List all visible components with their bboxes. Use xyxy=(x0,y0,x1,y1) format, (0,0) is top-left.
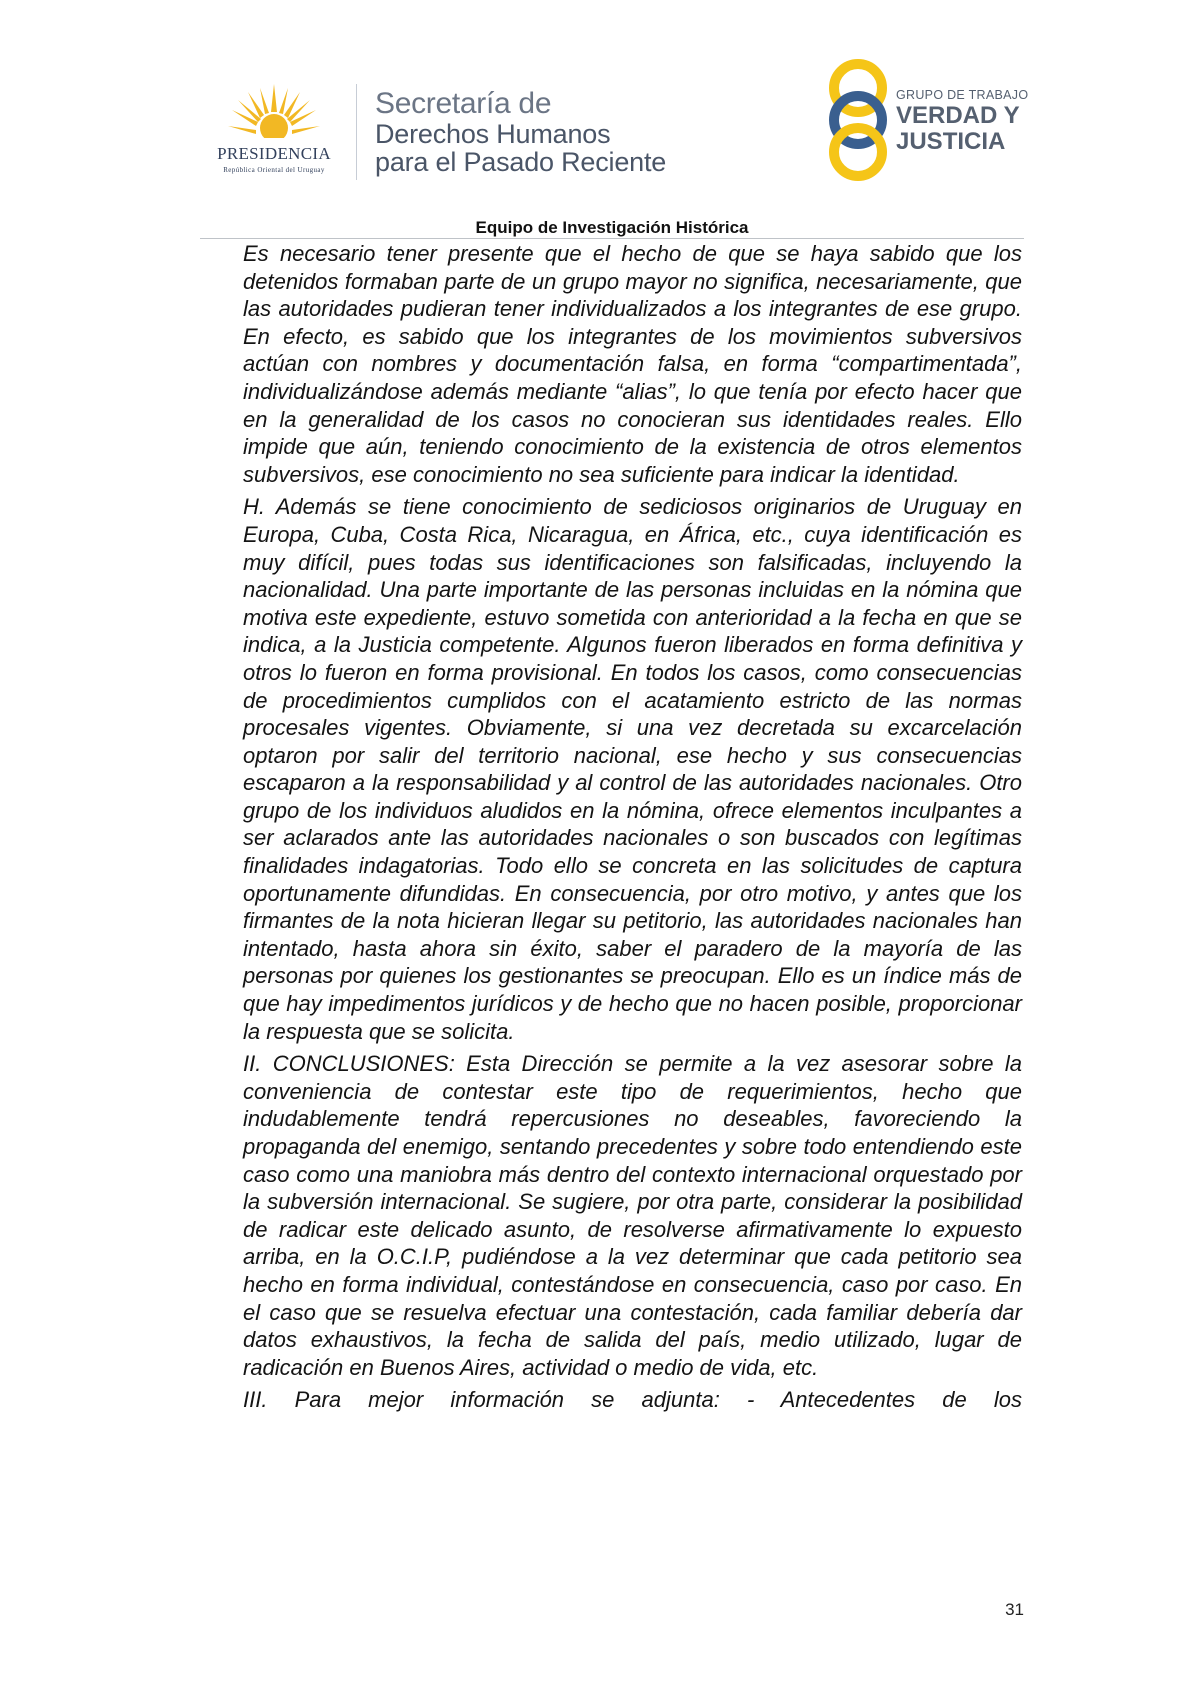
justicia-label: JUSTICIA xyxy=(896,128,1006,155)
section-title: Equipo de Investigación Histórica xyxy=(475,218,749,237)
interlocking-rings-icon xyxy=(822,58,894,182)
secretaria-line-3: para el Pasado Reciente xyxy=(375,147,667,177)
presidencia-wordmark: PRESIDENCIA xyxy=(217,144,331,163)
header-rule xyxy=(200,238,1024,239)
paragraph: II. CONCLUSIONES: Esta Dirección se permite a la vez asesorar sobre la conveniencia de contestar este tipo de requerimientos, hecho que indudablemente tendrá repercusiones no deseables, favoreciendo la propaganda del enemigo, sentando precedentes y sobre todo entendiendo este caso como una maniobra más dentro del contexto internacional orquestado por la subversión internacional. Se sugiere, por otra parte, considerar la posibilidad de radicar este delicado asunto, de resolverse afirmativamente lo expuesto arriba, en la O.C.I.P, pudiéndose a la vez determinar que cada petitorio sea hecho en forma individual, contestándose en consecuencia, caso por caso. En el caso que se resuelva efectuar una contestación, cada familiar debería dar datos exhaustivos, la fecha de salida del país, medio utilizado, lugar de radicación en Buenos Aires, actividad o medio de vida, etc. xyxy=(243,1051,1022,1380)
document-body xyxy=(243,240,1022,1419)
secretaria-line-2: Derechos Humanos xyxy=(375,119,611,149)
presidencia-subtitle: República Oriental del Uruguay xyxy=(223,166,325,174)
paragraph: III. Para mejor información se adjunta: - Antecedentes de los xyxy=(243,1387,1022,1413)
paragraph: H. Además se tiene conocimiento de sediciosos originarios de Uruguay en Europa, Cuba, Costa Rica, Nicaragua, en África, etc., cuya identificación es muy difícil, pues todas sus identificaciones son falsificadas, incluyendo la nacionalidad. Una parte importante de las personas incluidas en la nómina que motiva este expediente, estuvo sometida con anterioridad a la fecha en que se indica, a la Justicia competente. Algunos fueron liberados en forma definitiva y otros lo fueron en forma provisional. En todos los casos, como consecuencias de procedimientos cumplidos con el acatamiento estricto de las normas procesales vigentes. Obviamente, si una vez decretada su excarcelación optaron por salir del territorio nacional, ese hecho y sus consecuencias escaparon a la responsabilidad y al control de las autoridades nacionales. Otro grupo de los individuos aludidos en la nómina, ofrece elementos inculpantes a ser aclarados ante las autoridades nacionales o son buscados con legítimas finalidades indagatorias. Todo ello se concreta en las solicitudes de captura oportunamente difundidas. En consecuencia, por otro motivo, y antes que los firmantes de la nota hicieran llegar su petitorio, las autoridades nacionales han intentado, hasta ahora sin éxito, saber el paradero de la mayoría de las personas por quienes los gestionantes se preocupan. Ello es un índice más de que hay impedimentos jurídicos y de hecho que no hacen posible, proporcionar la respuesta que se solicita. xyxy=(243,494,1022,1044)
secretaria-logo-text xyxy=(375,88,666,176)
verdad-justicia-logo xyxy=(822,58,1032,182)
paragraph: Es necesario tener presente que el hecho de que se haya sabido que los detenidos formaban parte de un grupo mayor no significa, necesariamente, que las autoridades pudieran tener individualizados a los integrantes de ese grupo. En efecto, es sabido que los integrantes de los movimientos subversivos actúan con nombres y documentación falsa, en forma “compartimentada”, individualizándose además mediante “alias”, lo que tenía por efecto hacer que en la generalidad de los casos no conocieran sus identidades reales. Ello impide que aún, teniendo conocimiento de la existencia de otros elementos subversivos, ese conocimiento no sea suficiente para indicar la identidad. xyxy=(243,241,1022,487)
grupo-trabajo-label: GRUPO DE TRABAJO xyxy=(896,88,1029,102)
header-divider xyxy=(356,84,357,180)
presidencia-logo xyxy=(196,82,356,182)
secretaria-line-1: Secretaría de xyxy=(375,87,552,120)
page-number: 31 xyxy=(1005,1600,1024,1619)
verdad-label: VERDAD Y xyxy=(896,102,1020,129)
sun-emblem-icon xyxy=(226,82,322,144)
